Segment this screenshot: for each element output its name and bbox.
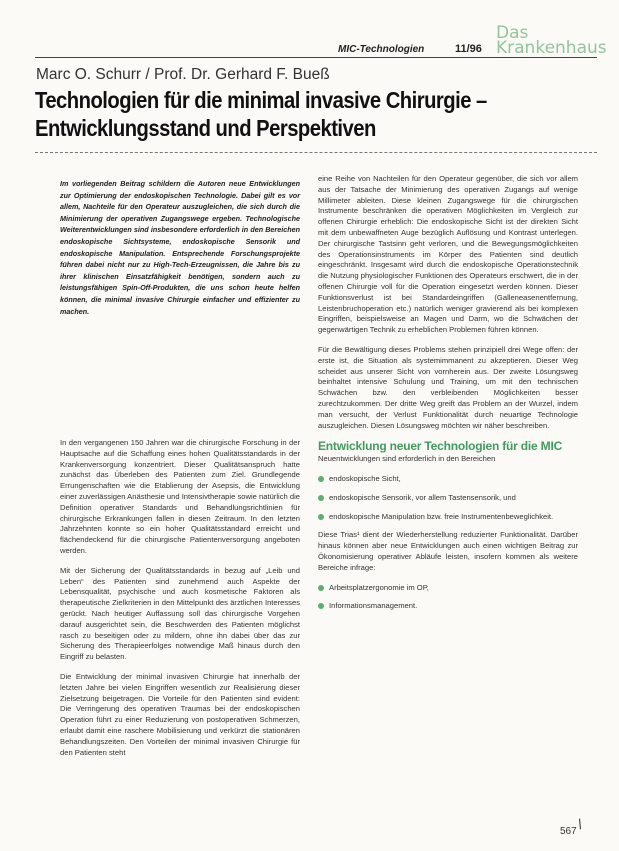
paragraph: eine Reihe von Nachteilen für den Operateur gegenüber, die sich vor allem aus der Tatsache der Minimierung des operativen Zugangs auf wenige Millimeter ableiten. Diese kleinen Zugangswege für die chirurgischen Instrumente beschränken die operativen Möglichkeiten im Vergleich zur offenen Chirurgie erheblich: Die endoskopische Sicht ist der direkten Sicht mit dem unbewaffneten Auge bezüglich Auflösung und Kontrast unterlegen. Der chirurgische Tastsinn geht verloren, und die Bewegungsmöglichkeiten des Operationsinstruments im Körper des Patienten sind deutlich eingeschränkt. Insgesamt wird durch die endoskopische Operationstechnik die Nutzung physiologischer Funktionen des Operateurs erschwert, die in der offenen Chirurgie voll für die Operation eingesetzt werden können. Dieser Funktionsverlust ist bei Standardeingriffen (Galleneasenentfernung, Leistenbruchoperation etc.) natürlich weniger gravierend als bei komplexen Eingriffen, beispielsweise an Magen und Darm, wo die Schwächen der gegenwärtigen Technik zu erheblichen Problemen führen können. <box>318 174 578 335</box>
bullet-icon <box>318 585 324 591</box>
paragraph: Diese Trias¹ dient der Wiederherstellung reduzierter Funktionalität. Darüber hinaus können aber neue Entwicklungen auch einen wichtigen Beitrag zur Ökonomisierung operativer Abläufe leisten, insofern kommen als weitere Bereiche infrage: <box>318 530 578 572</box>
bullet-icon <box>318 603 324 609</box>
journal-logo <box>496 23 607 58</box>
list-item <box>318 601 578 612</box>
list-item-text: endoskopische Sicht, <box>329 473 401 483</box>
list-item <box>318 493 578 504</box>
paragraph: Mit der Sicherung der Qualitätsstandards in bezug auf „Leib und Leben“ des Patienten sind zunehmend auch Aspekte der Lebensqualität, psychische und auch kosmetische Faktoren als therapeutische Zielkriterien in den Mittelpunkt des ärztlichen Interesses gerückt. Nach heutiger Auffassung soll das chirurgische Vorgehen darauf ausgerichtet sein, die Beschwerden des Patienten möglichst rasch zu beseitigen oder zu mildern, ohne ihn dabei über das zur Sicherung des Therapieerfolges notwendige Maß hinaus durch den Eingriff zu belasten. <box>60 565 300 662</box>
list-item <box>318 583 578 594</box>
article-authors: Marc O. Schurr / Prof. Dr. Gerhard F. Bueß <box>36 66 330 83</box>
paragraph: Die Entwicklung der minimal invasiven Chirurgie hat innerhalb der letzten Jahre bei vielen Eingriffen wesentlich zur Realisierung dieser Zielsetzung beigetragen. Die Vorteile für den Patienten sind evident: Die Verringerung des operativen Traumas bei der endoskopischen Operation führt zu einer Reduzierung von postoperativen Schmerzen, erlaubt damit eine raschere Mobilisierung und verkürzt die stationären Behandlungszeiten. Den Vorteilen der minimal invasiven Chirurgie für den Patienten steht <box>60 671 300 757</box>
title-rule <box>35 152 597 153</box>
bullet-icon <box>318 495 324 501</box>
bullet-icon <box>318 514 324 520</box>
issue-number: 11/96 <box>455 43 482 55</box>
list-item-text: endoskopische Manipulation bzw. freie Instrumentenbeweglichkeit. <box>329 511 554 521</box>
pen-mark-icon: / <box>575 815 585 833</box>
brand-line-2: Krankenhaus <box>496 38 607 58</box>
page-number: 567 <box>560 826 577 837</box>
paragraph: In den vergangenen 150 Jahren war die chirurgische Forschung in der Hauptsache auf die Schaffung eines hohen Qualitätsstandards in der Krankenversorgung konzentriert. Dieser Qualitätsanspruch hatte zunächst das Überleben des Patienten zum Ziel. Grundlegende Errungenschaften wie die Etablierung der Asepsis, die Entwicklung einer zuverlässigen Anästhesie und Intensivtherapie sowie natürlich die Definition operativer Standards und Behandlungsrichtlinien für chirurgische Erkrankungen fallen in diesen Zeitraum. In den letzten Jahrzehnten konnte so ein hoher Qualitätsstandard erreicht und flächendeckend für die chirurgische Patientenversorgung angeboten werden. <box>60 438 300 555</box>
section-label: MIC-Technologien <box>338 44 425 55</box>
list-item-text: Informationsmanagement. <box>329 601 418 611</box>
column-right <box>318 174 578 620</box>
brand-line-1: Das <box>496 23 529 43</box>
list-item <box>318 512 578 523</box>
list-item <box>318 474 578 485</box>
title-line-1: Technologien für die minimal invasive Chirurgie – <box>35 87 487 113</box>
paragraph: Neuentwicklungen sind erforderlich in den Bereichen <box>318 454 496 464</box>
lead-paragraph: Im vorliegenden Beitrag schildern die Autoren neue Entwicklungen zur Optimierung der endoskopischen Technologie. Dabei gilt es vor allem, Nachteile für den Operateur auszugleichen, die sich durch die Minimierung der operativen Zugangswege ergeben. Technologische Weiterentwicklungen sind insbesondere erforderlich in den Bereichen endoskopische Sichtsysteme, endoskopische Sensorik und endoskopische Manipulation. Entsprechende Forschungsprojekte führen dabei nicht nur zu High-Tech-Erzeugnissen, die Jahre bis zu ihrer klinischen Einsatzfähigkeit benötigen, sondern auch zu leistungsfähigen Spin-Off-Produkten, die uns schon heute helfen können, die minimal invasive Chirurgie einfacher und effizienter zu machen. <box>60 179 300 316</box>
article-title <box>35 86 532 142</box>
header-rule <box>35 57 597 58</box>
section-heading: Entwicklung neuer Technologien für die MIC <box>318 439 563 454</box>
list-item-text: Arbeitsplatzergonomie im OP, <box>329 582 429 592</box>
paragraph: Für die Bewältigung dieses Problems stehen prinzipiell drei Wege offen: der erste ist, die Situation als systemimmanent zu akzeptieren. Dieser Weg scheidet aus unserer Sicht von vornherein aus. Der zweite Lösungsweg beinhaltet intensive Schulung und Training, um mit den technischen Schwächen bzw. den verbleibenden Möglichkeiten besser zurechtzukommen. Der dritte Weg greift das Problem an der Wurzel, indem man versucht, der Verlust Funktionalität durch neuartige Technologie auszugleichen. Diesen Lösungsweg möchten wir näher beschreiben. <box>318 344 578 430</box>
bullet-icon <box>318 476 324 482</box>
column-left <box>60 438 300 767</box>
list-item-text: endoskopische Sensorik, vor allem Tastensensorik, und <box>329 492 516 502</box>
title-line-2: Entwicklungsstand und Perspektiven <box>35 115 376 141</box>
